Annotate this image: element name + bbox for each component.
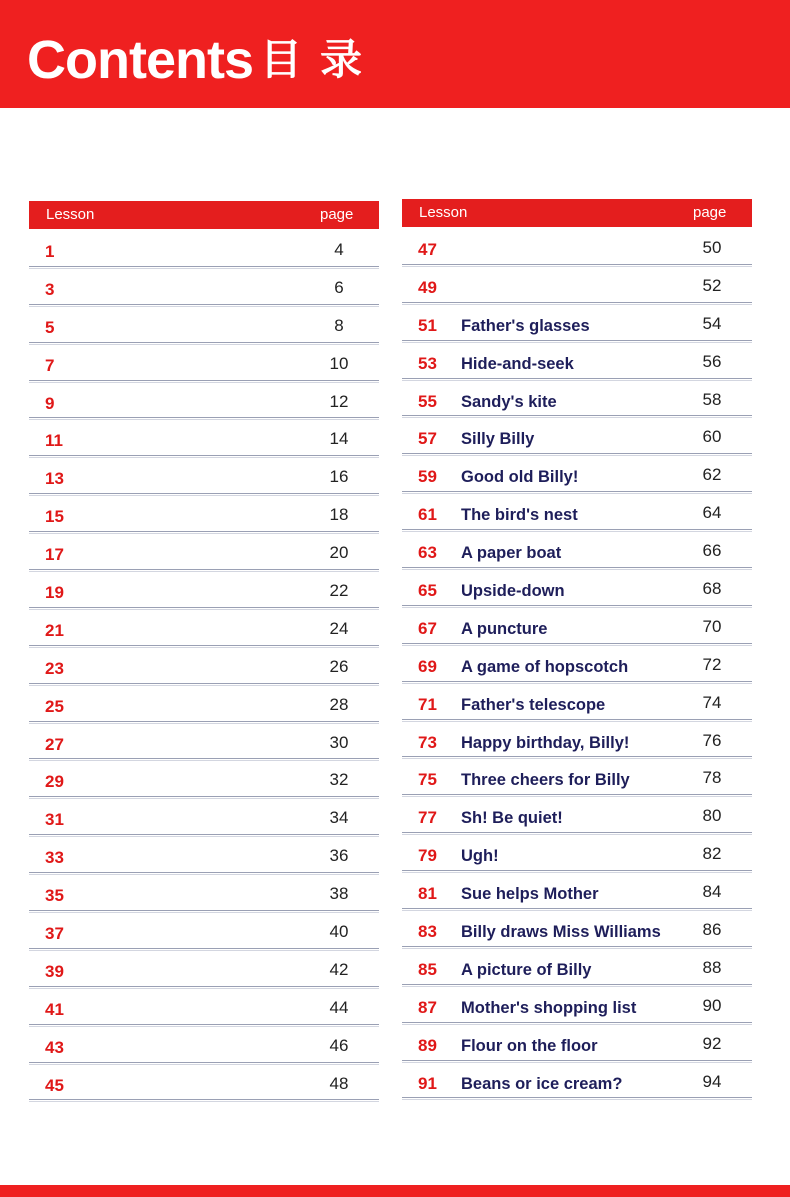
table-row[interactable] bbox=[29, 949, 379, 987]
table-row[interactable] bbox=[402, 871, 752, 909]
lesson-number: 41 bbox=[45, 999, 64, 1019]
lesson-number: 23 bbox=[45, 658, 64, 678]
lesson-title: Three cheers for Billy bbox=[461, 771, 630, 790]
table-row[interactable] bbox=[29, 418, 379, 456]
lesson-number: 19 bbox=[45, 583, 64, 603]
table-row[interactable] bbox=[29, 532, 379, 570]
page-number: 8 bbox=[334, 315, 344, 335]
table-row[interactable] bbox=[29, 343, 379, 381]
lesson-number: 89 bbox=[418, 1035, 437, 1055]
table-row[interactable] bbox=[402, 416, 752, 454]
lesson-number: 73 bbox=[418, 732, 437, 752]
table-row[interactable] bbox=[29, 873, 379, 911]
lesson-number: 25 bbox=[45, 696, 64, 716]
lesson-number: 17 bbox=[45, 545, 64, 565]
page-number: 32 bbox=[329, 770, 349, 790]
table-row[interactable] bbox=[402, 1023, 752, 1061]
lesson-number: 75 bbox=[418, 770, 437, 790]
lesson-number: 3 bbox=[45, 279, 55, 299]
lesson-number: 13 bbox=[45, 469, 64, 489]
lesson-number: 5 bbox=[45, 317, 55, 337]
lesson-number: 57 bbox=[418, 429, 437, 449]
lesson-number: 69 bbox=[418, 656, 437, 676]
lesson-title: A picture of Billy bbox=[461, 960, 592, 979]
table-row[interactable] bbox=[29, 835, 379, 873]
contents-table-right bbox=[402, 199, 752, 1098]
lesson-title: A paper boat bbox=[461, 544, 562, 563]
table-row[interactable] bbox=[402, 1061, 752, 1099]
page-number: 88 bbox=[702, 957, 722, 977]
page-number: 54 bbox=[702, 313, 722, 333]
page-number: 4 bbox=[334, 240, 344, 259]
page-number: 30 bbox=[329, 732, 349, 752]
page-number: 66 bbox=[702, 541, 722, 561]
lesson-title: Father's telescope bbox=[461, 695, 606, 714]
lesson-number: 49 bbox=[418, 277, 437, 297]
table-row[interactable] bbox=[29, 1025, 379, 1063]
page-title: Contents bbox=[27, 30, 253, 90]
table-row[interactable] bbox=[29, 797, 379, 835]
lesson-number: 21 bbox=[45, 620, 64, 640]
page-number: 52 bbox=[702, 275, 722, 295]
lesson-number: 9 bbox=[45, 393, 55, 413]
table-row[interactable] bbox=[402, 454, 752, 492]
page-number: 48 bbox=[329, 1073, 349, 1093]
lesson-column-header: Lesson bbox=[419, 204, 468, 221]
page-number: 22 bbox=[329, 581, 349, 601]
page-number: 70 bbox=[702, 616, 722, 636]
lesson-number: 35 bbox=[45, 886, 64, 906]
page-number: 40 bbox=[329, 922, 349, 942]
table-header bbox=[29, 201, 379, 229]
table-row[interactable] bbox=[402, 530, 752, 568]
page-number: 6 bbox=[334, 277, 344, 297]
page-number: 38 bbox=[329, 884, 349, 904]
page-number: 50 bbox=[702, 238, 722, 257]
table-row[interactable] bbox=[402, 568, 752, 606]
contents-header bbox=[0, 0, 790, 108]
lesson-number: 51 bbox=[418, 315, 437, 335]
lesson-title: Happy birthday, Billy! bbox=[461, 733, 630, 752]
lesson-number: 65 bbox=[418, 581, 437, 601]
lesson-number: 7 bbox=[45, 355, 55, 375]
lesson-title: Upside-down bbox=[461, 582, 565, 601]
table-header bbox=[402, 199, 752, 227]
page-number: 24 bbox=[329, 618, 349, 638]
lesson-number: 43 bbox=[45, 1037, 64, 1057]
lesson-title: Hide-and-seek bbox=[461, 354, 574, 373]
table-row[interactable] bbox=[402, 492, 752, 530]
page-column-header: page bbox=[693, 204, 727, 221]
lesson-number: 55 bbox=[418, 391, 437, 411]
page-number: 58 bbox=[702, 389, 722, 409]
page-number: 44 bbox=[329, 997, 349, 1017]
page-number: 86 bbox=[702, 920, 722, 940]
page-number: 72 bbox=[702, 654, 722, 674]
lesson-number: 79 bbox=[418, 846, 437, 866]
page-number: 84 bbox=[702, 882, 722, 902]
table-row[interactable] bbox=[29, 684, 379, 722]
table-row[interactable] bbox=[402, 265, 752, 303]
page-number: 20 bbox=[329, 543, 349, 563]
table-rows bbox=[29, 229, 379, 1100]
page-number: 28 bbox=[329, 694, 349, 714]
page-number: 36 bbox=[329, 846, 349, 866]
lesson-number: 91 bbox=[418, 1073, 437, 1093]
lesson-number: 81 bbox=[418, 884, 437, 904]
page-column-header: page bbox=[320, 206, 354, 223]
page-number: 42 bbox=[329, 959, 349, 979]
lesson-number: 87 bbox=[418, 997, 437, 1017]
lesson-number: 39 bbox=[45, 961, 64, 981]
lesson-title: Ugh! bbox=[461, 847, 499, 866]
page-number: 56 bbox=[702, 351, 722, 371]
page-number: 14 bbox=[329, 429, 349, 449]
lesson-title: Sandy's kite bbox=[461, 392, 557, 411]
page-number: 64 bbox=[702, 503, 722, 523]
lesson-number: 67 bbox=[418, 618, 437, 638]
lesson-title: Silly Billy bbox=[461, 430, 535, 449]
page-number: 10 bbox=[329, 353, 349, 373]
table-row[interactable] bbox=[29, 229, 379, 267]
table-row[interactable] bbox=[402, 985, 752, 1023]
lesson-title: Billy draws Miss Williams bbox=[461, 923, 661, 942]
lesson-title: Sh! Be quiet! bbox=[461, 809, 563, 828]
lesson-number: 83 bbox=[418, 922, 437, 942]
table-row[interactable] bbox=[402, 833, 752, 871]
table-row[interactable] bbox=[402, 379, 752, 417]
page-number: 34 bbox=[329, 808, 349, 828]
table-row[interactable] bbox=[29, 267, 379, 305]
lesson-number: 1 bbox=[45, 242, 55, 261]
lesson-title: Beans or ice cream? bbox=[461, 1074, 623, 1093]
lesson-number: 11 bbox=[45, 431, 63, 451]
lesson-number: 47 bbox=[418, 240, 437, 259]
page-number: 94 bbox=[702, 1071, 722, 1091]
table-row[interactable] bbox=[29, 305, 379, 343]
table-row[interactable] bbox=[29, 1063, 379, 1101]
table-row[interactable] bbox=[402, 644, 752, 682]
lesson-title: Good old Billy! bbox=[461, 468, 579, 487]
contents-table-left bbox=[29, 201, 379, 1100]
page-number: 74 bbox=[702, 692, 722, 712]
page-number: 62 bbox=[702, 465, 722, 485]
table-row[interactable] bbox=[402, 227, 752, 265]
page-number: 26 bbox=[329, 656, 349, 676]
table-row[interactable] bbox=[29, 722, 379, 760]
table-row[interactable] bbox=[402, 947, 752, 985]
footer-bar bbox=[0, 1185, 790, 1197]
table-row[interactable] bbox=[402, 303, 752, 341]
lesson-number: 61 bbox=[418, 505, 437, 525]
lesson-title: The bird's nest bbox=[461, 506, 578, 525]
page-number: 90 bbox=[702, 995, 722, 1015]
lesson-title: A game of hopscotch bbox=[461, 657, 629, 676]
lesson-title: Flour on the floor bbox=[461, 1036, 598, 1055]
table-rows bbox=[402, 227, 752, 1098]
page-title-chinese: 目录 bbox=[260, 36, 381, 83]
table-row[interactable] bbox=[29, 759, 379, 797]
lesson-number: 45 bbox=[45, 1075, 64, 1095]
page-number: 46 bbox=[329, 1035, 349, 1055]
table-row[interactable] bbox=[29, 456, 379, 494]
table-row[interactable] bbox=[402, 341, 752, 379]
table-row[interactable] bbox=[29, 570, 379, 608]
table-row[interactable] bbox=[29, 987, 379, 1025]
lesson-number: 29 bbox=[45, 772, 64, 792]
table-row[interactable] bbox=[29, 381, 379, 419]
lesson-number: 53 bbox=[418, 353, 437, 373]
table-row[interactable] bbox=[402, 606, 752, 644]
page-number: 80 bbox=[702, 806, 722, 826]
lesson-column-header: Lesson bbox=[46, 206, 95, 223]
page-number: 78 bbox=[702, 768, 722, 788]
lesson-title: Father's glasses bbox=[461, 316, 590, 335]
table-row[interactable] bbox=[29, 911, 379, 949]
lesson-number: 37 bbox=[45, 924, 64, 944]
lesson-number: 77 bbox=[418, 808, 437, 828]
page-number: 60 bbox=[702, 427, 722, 447]
lesson-title: Sue helps Mother bbox=[461, 885, 599, 904]
lesson-number: 15 bbox=[45, 507, 64, 527]
lesson-title: A puncture bbox=[461, 619, 548, 638]
table-row[interactable] bbox=[402, 757, 752, 795]
lesson-number: 33 bbox=[45, 848, 64, 868]
page-number: 76 bbox=[702, 730, 722, 750]
table-row[interactable] bbox=[402, 795, 752, 833]
lesson-number: 27 bbox=[45, 734, 64, 754]
page-number: 68 bbox=[702, 579, 722, 599]
lesson-title: Mother's shopping list bbox=[461, 998, 637, 1017]
page-number: 18 bbox=[329, 505, 349, 525]
page-number: 92 bbox=[702, 1033, 722, 1053]
table-row[interactable] bbox=[29, 608, 379, 646]
lesson-number: 71 bbox=[418, 694, 437, 714]
table-row[interactable] bbox=[402, 909, 752, 947]
table-row[interactable] bbox=[29, 494, 379, 532]
lesson-number: 85 bbox=[418, 959, 437, 979]
page-number: 16 bbox=[329, 467, 349, 487]
lesson-number: 31 bbox=[45, 810, 64, 830]
table-row[interactable] bbox=[29, 646, 379, 684]
page-number: 82 bbox=[702, 844, 722, 864]
table-row[interactable] bbox=[402, 682, 752, 720]
lesson-number: 59 bbox=[418, 467, 437, 487]
lesson-number: 63 bbox=[418, 543, 437, 563]
table-row[interactable] bbox=[402, 720, 752, 758]
page-number: 12 bbox=[329, 391, 349, 411]
